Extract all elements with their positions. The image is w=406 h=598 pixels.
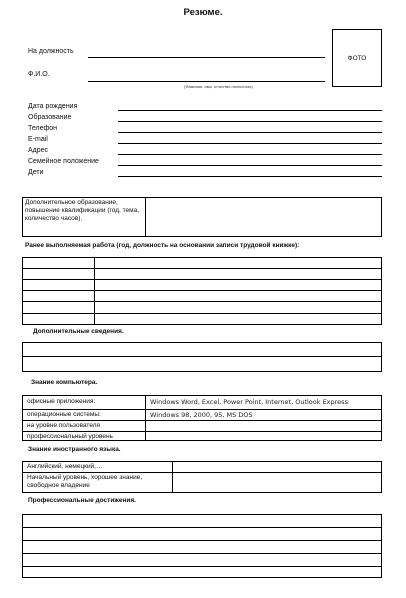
computer-table-rule (22, 409, 382, 410)
achievements-table-rule (22, 540, 382, 541)
computer-table-rule (22, 431, 382, 432)
email-field[interactable] (118, 143, 382, 144)
languages-row-label: Начальный уровень, хорошее знание, свободное владение (27, 474, 143, 489)
page-title: Резюме. (183, 7, 223, 18)
name-hint: (Фамилия, имя, отчество полностью) (184, 84, 253, 89)
computer-row-label: офисные приложения: (27, 398, 96, 405)
computer-table-rule (22, 420, 382, 421)
position-field[interactable] (88, 57, 325, 58)
photo-box (332, 29, 382, 87)
additional-education-label: Дополнительное образование, повышение квалификации (год, тема, количество часов). (25, 199, 140, 222)
name-field[interactable] (88, 81, 325, 82)
computer-row-label: на уровне пользователя (27, 422, 101, 429)
work-section-title: Ранее выполняемая работа (год, должность на основании записи трудовой книжке): (25, 242, 300, 249)
name-label: Ф.И.О. (28, 71, 50, 78)
photo-label: ФОТО (347, 54, 367, 62)
achievements-section-title: Профессиональные достижения. (28, 497, 136, 504)
achievements-table-rule (22, 527, 382, 528)
work-table-rule (22, 290, 382, 291)
work-table-rule (22, 313, 382, 314)
computer-section-title: Знание компьютера. (31, 379, 98, 386)
extra-section-title: Дополнительные сведения. (33, 328, 124, 335)
languages-row-label: Английский, немецкий,… (27, 463, 103, 470)
position-label: На должность (28, 48, 74, 55)
personal-label-education: Образование (28, 114, 72, 121)
extra-table-rule (22, 356, 382, 357)
personal-label-phone: Телефон (28, 125, 58, 132)
computer-row-label: операционные системы: (27, 411, 101, 418)
children-field[interactable] (118, 176, 382, 177)
personal-label-marital: Семейное положение (28, 158, 99, 165)
education-field[interactable] (118, 121, 382, 122)
computer-row-value[interactable]: Windows 98, 2000, 95, MS DOS (150, 411, 253, 419)
achievements-table[interactable] (22, 514, 382, 578)
address-field[interactable] (118, 154, 382, 155)
birthdate-field[interactable] (118, 110, 382, 111)
work-table-rule (22, 301, 382, 302)
extra-table[interactable] (22, 342, 382, 372)
computer-row-label: профессиональный уровень (27, 433, 113, 440)
personal-label-address: Адрес (28, 147, 49, 154)
personal-label-email: E-mail (28, 136, 48, 143)
languages-field[interactable] (173, 462, 381, 492)
work-table-rule (22, 268, 382, 269)
achievements-table-rule (22, 566, 382, 567)
marital-field[interactable] (118, 165, 382, 166)
achievements-table-rule (22, 553, 382, 554)
phone-field[interactable] (118, 132, 382, 133)
personal-label-children: Дети (28, 169, 44, 176)
computer-row-value[interactable]: Windows Word, Excel, Power Point, Internet, Outlook Express (150, 398, 348, 406)
work-table-rule (22, 279, 382, 280)
languages-section-title: Знание иностранного языка. (28, 446, 121, 453)
computer-table-divider (145, 395, 146, 441)
personal-label-birthdate: Дата рождения (28, 103, 78, 110)
additional-education-field[interactable] (146, 198, 381, 236)
